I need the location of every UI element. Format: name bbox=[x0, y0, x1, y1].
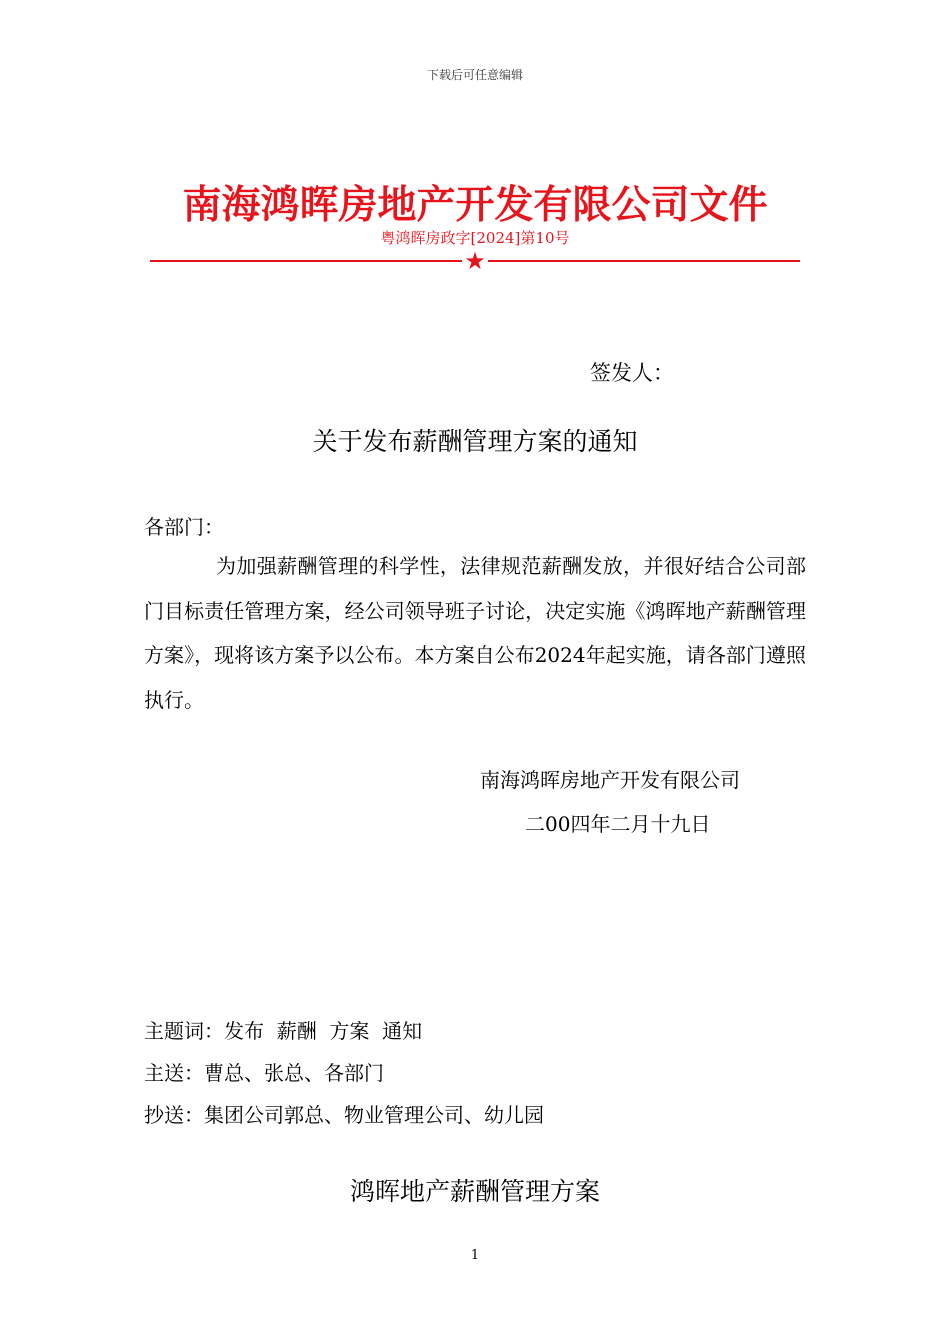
document-number: 粤鸿晖房政字[2024]第10号 bbox=[380, 229, 570, 247]
header-note: 下载后可任意编辑 bbox=[426, 68, 523, 82]
signature-company: 南海鸿晖房地产开发有限公司 bbox=[480, 768, 740, 792]
star-icon: ★ bbox=[464, 247, 486, 275]
section-title: 鸿晖地产薪酬管理方案 bbox=[349, 1177, 600, 1206]
document-title: 南海鸿晖房地产开发有限公司文件 bbox=[182, 183, 768, 228]
divider-line-left bbox=[150, 260, 462, 262]
copy-to-line: 抄送：集团公司郭总、物业管理公司、幼儿园 bbox=[144, 1103, 544, 1127]
keywords-line: 主题词：发布 薪酬 方案 通知 bbox=[144, 1019, 423, 1043]
page-number: 1 bbox=[470, 1248, 480, 1263]
notice-body-paragraph: 为加强薪酬管理的科学性，法律规范薪酬发放，并很好结合公司部门目标责任管理方案，经公司领导班子讨论，决定实施《鸿晖地产薪酬管理方案》，现将该方案予以公布。本方案自公布2024年起实施，请各部门遵照执行。 bbox=[144, 554, 806, 712]
notice-title: 关于发布薪酬管理方案的通知 bbox=[312, 427, 638, 456]
signer-label: 签发人： bbox=[590, 361, 674, 385]
divider-line-right bbox=[488, 260, 800, 262]
send-to-line: 主送：曹总、张总、各部门 bbox=[144, 1061, 384, 1085]
signature-date: 二00四年二月十九日 bbox=[525, 812, 711, 836]
red-divider bbox=[150, 248, 800, 276]
salutation: 各部门： bbox=[144, 515, 224, 539]
